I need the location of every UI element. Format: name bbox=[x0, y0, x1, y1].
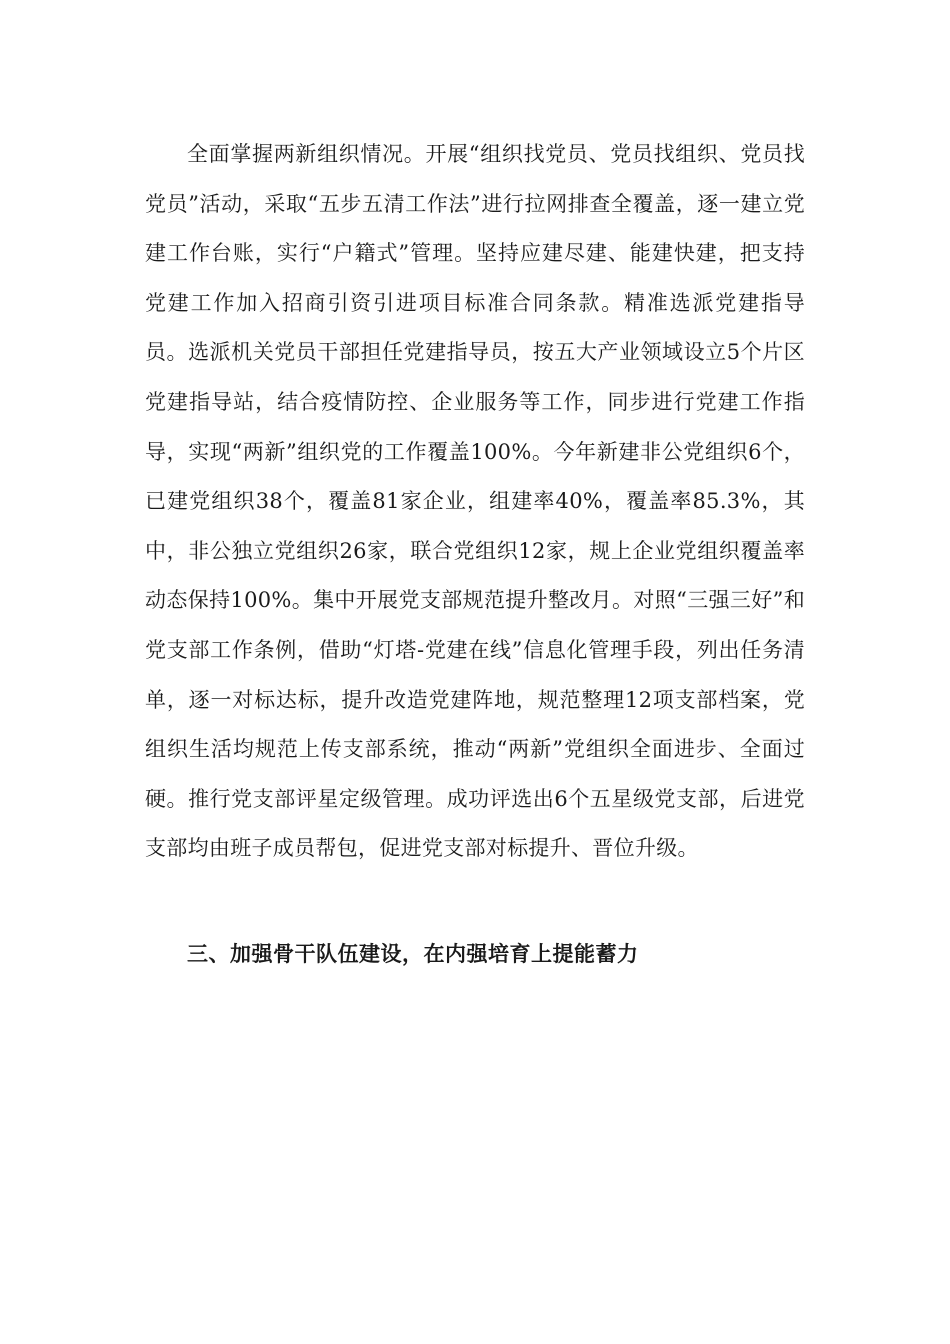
section-heading: 三、加强骨干队伍建设，在内强培育上提能蓄力 bbox=[187, 942, 639, 966]
body-paragraph: 全面掌握两新组织情况。开展“组织找党员、党员找组织、党员找党员”活动，采取“五步五清工作法”进行拉网排查全覆盖，逐一建立党建工作台账，实行“户籍式”管理。坚持应建尽建、能建快建，把支持党建工作加入招商引资引进项目标准合同条款。精准选派党建指导员。选派机关党员干部担任党建指导员，按五大产业领域设立5个片区党建指导站，结合疫情防控、企业服务等工作，同步进行党建工作指导，实现“两新”组织党的工作覆盖100%。今年新建非公党组织6个，已建党组织38个，覆盖81家企业，组建率40%，覆盖率85.3%，其中，非公独立党组织26家，联合党组织12家，规上企业党组织覆盖率动态保持100%。集中开展党支部规范提升整改月。对照“三强三好”和党支部工作条例，借助“灯塔-党建在线”信息化管理手段，列出任务清单，逐一对标达标，提升改造党建阵地，规范整理12项支部档案，党组织生活均规范上传支部系统，推动“两新”党组织全面进步、全面过硬。推行党支部评星定级管理。成功评选出6个五星级党支部，后进党支部均由班子成员帮包，促进党支部对标提升、晋位升级。 bbox=[145, 142, 805, 861]
